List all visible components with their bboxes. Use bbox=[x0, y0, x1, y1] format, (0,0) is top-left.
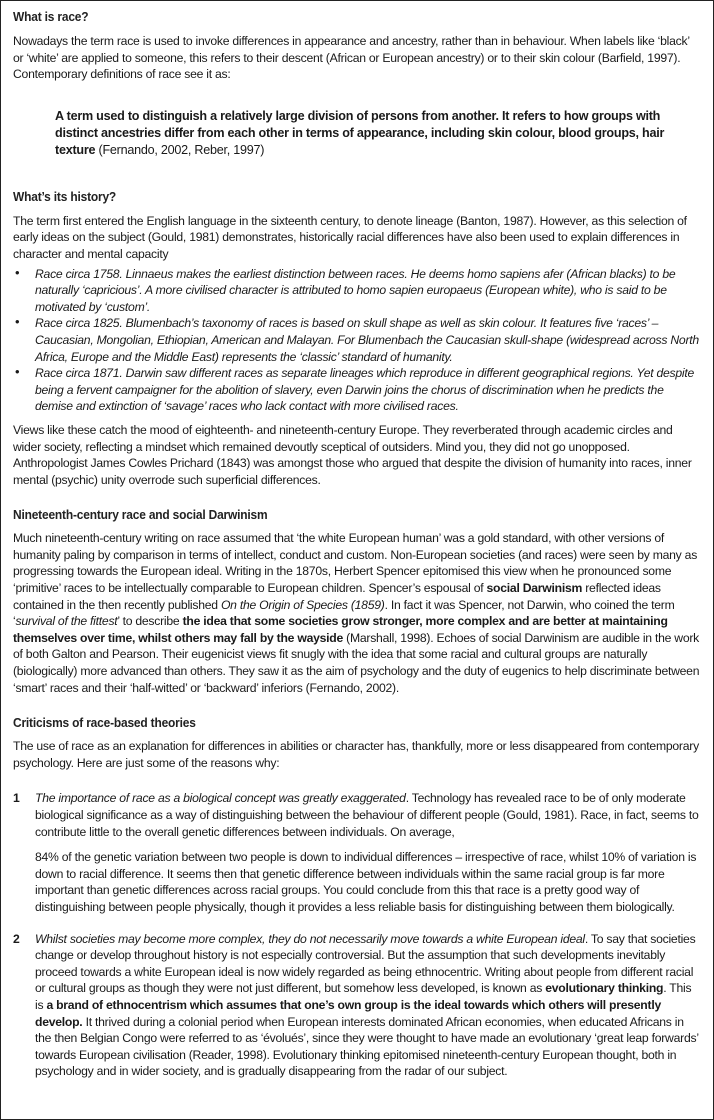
text-run: . In fact it was Spencer, not Darwin, who coined the term ‘ bbox=[13, 597, 675, 629]
reason-number: 1 bbox=[13, 791, 20, 806]
text-run: . Technology has revealed race to be of only moderate biological significance as a way of distinguishing between the behaviour of different people (Gould, 1981). Race, in fact, seems to contribute little to the overall genetic differences between individuals. On average, bbox=[35, 791, 699, 839]
quote-citation: (Fernando, 2002, Reber, 1997) bbox=[95, 142, 265, 157]
text-run: reflected ideas contained in the then recently published bbox=[13, 581, 661, 612]
bullet-text: Race circa 1758. Linnaeus makes the earliest distinction between races. He deems homo sapiens afer (African blacks) to be naturally ‘capricious’. A more civilised character is attributed to homo sapien europaeus (European white), who is said to be motivated by ‘custom’. bbox=[35, 266, 676, 314]
text-run: . To say that societies change or develop throughout history is not especially controversial. But the assumption that such developments inevitably proceed towards a white European ideal is now widely regarded as being ethnocentric. Writing about people from different racial or cultural groups as though they were not just different, but somehow less developed, is known as bbox=[35, 931, 696, 996]
list-item bbox=[13, 266, 701, 316]
heading-history: What’s its history? bbox=[13, 188, 117, 204]
bullet-icon: • bbox=[15, 364, 20, 380]
bold-definition: a brand of ethnocentrism which assumes that one’s own group is the ideal towards which others will presently develop. bbox=[35, 997, 661, 1029]
bullet-icon: • bbox=[15, 264, 20, 280]
heading-what-is-race: What is race? bbox=[13, 9, 89, 24]
heading-social-darwinism: Nineteenth-century race and social Darwinism bbox=[13, 507, 268, 523]
text-run: ’ to describe bbox=[117, 614, 183, 629]
text-run: . This is bbox=[35, 981, 692, 1012]
book-title: On the Origin of Species (1859) bbox=[220, 597, 385, 612]
paragraph-history-intro: The term first entered the English language in the sixteenth century, to denote lineage (Banton, 1987). However, as this selection of early ideas on the subject (Gould, 1981) demonstrates, historically racial differences have also been used to explain differences in character and mental capacity bbox=[13, 213, 687, 261]
reasons-list bbox=[13, 790, 701, 1080]
paragraph-views: Views like these catch the mood of eighteenth- and nineteenth-century Europe. They reverberated through academic circles and wider society, reflecting a mindset which remained devoutly sceptical of outsiders. Mind you, they did not go unopposed. Anthropologist James Cowles Prichard (1843) was amongst those who argued that despite the division of humanity into races, inner mental (psychic) unity overrode such superficial differences. bbox=[13, 422, 692, 487]
history-bullet-list bbox=[13, 266, 701, 415]
reason-text bbox=[35, 790, 701, 840]
quote-bold-text: A term used to distinguish a relatively large division of persons from another. It refers to how groups with distinct ancestries differ from each other in terms of appearance, including skin colour, blood groups, hair texture bbox=[55, 108, 665, 157]
bullet-text: Race circa 1825. Blumenbach’s taxonomy of races is based on skull shape as well as skin colour. It features five ‘races’ – Caucasian, Mongolian, Ethiopian, American and Malayan. For Blumenbach the Caucasian skull-shape (widespread across North Africa, Europe and the Middle East) represents the ‘classic’ standard of humanity. bbox=[35, 316, 699, 364]
text-run: Much nineteenth-century writing on race assumed that ‘the white European human’ was a gold standard, with other versions of humanity paling by comparison in terms of intellect, conduct and custom. Non-European societies (and races) were seen by many as progressing towards the European ideal. Writing in the 1870s, Herbert Spencer epitomised this view when he pronounced some ‘primitive’ races to be intellectually comparable to European children. Spencer’s espousal of bbox=[13, 531, 698, 596]
paragraph-criticisms-intro: The use of race as an explanation for differences in abilities or character has, thankfully, more or less disappeared from contemporary psychology. Here are just some of the reasons why: bbox=[13, 739, 699, 770]
reason-title: The importance of race as a biological concept was greatly exaggerated bbox=[35, 791, 406, 806]
definition-quote bbox=[55, 108, 701, 159]
italic-term: survival of the fittest bbox=[15, 614, 118, 629]
reason-title: Whilst societies may become more complex, they do not necessarily move towards a white European ideal bbox=[35, 931, 585, 946]
bold-term-evolutionary-thinking: evolutionary thinking bbox=[545, 981, 664, 996]
reason-number: 2 bbox=[13, 931, 20, 946]
bullet-text: Race circa 1871. Darwin saw different races as separate lineages which reproduce in different geographical regions. Yet despite being a fervent campaigner for the abolition of slavery, even Darwin joins the chorus of discrimination when he predicts the demise and extinction of ‘savage’ races who lack contact with more civilised races. bbox=[35, 366, 695, 414]
bullet-icon: • bbox=[15, 314, 20, 330]
reason-item-1 bbox=[13, 790, 701, 915]
paragraph-social-darwinism bbox=[13, 530, 701, 696]
heading-criticisms: Criticisms of race-based theories bbox=[13, 715, 196, 731]
bold-term-social-darwinism: social Darwinism bbox=[486, 581, 583, 596]
reason-item-2 bbox=[13, 931, 701, 1080]
list-item bbox=[13, 365, 701, 415]
reason-text bbox=[35, 931, 701, 1080]
list-item bbox=[13, 315, 701, 365]
reason-continuation: 84% of the genetic variation between two people is down to individual differences – irrespective of race, whilst 10% of variation is down to racial difference. It seems then that genetic difference between individuals within the same racial group is far more important than genetic differences across racial groups. You could conclude from this that race is a pretty good way of distinguishing between people physically, though it provides a less reliable basis for distinguishing between them biologically. bbox=[35, 850, 697, 914]
text-run: (Marshall, 1998). Echoes of social Darwinism are audible in the work of both Galton and Pearson. Their eugenicist views fit snugly with the idea that some racial and cultural groups are naturally (biologically) more advanced than others. They saw it as the aim of psychology and the duty of eugenics to help discriminate between ‘smart’ races and their ‘half-witted’ or ‘backward’ inferiors (Fernando, 2002). bbox=[13, 630, 700, 695]
paragraph-race-definition-intro: Nowadays the term race is used to invoke differences in appearance and ancestry, rather than in behaviour. When labels like ‘black’ or ‘white’ are applied to someone, this refers to their descent (African or European ancestry) or to their skin colour (Barfield, 1997). Contemporary definitions of race see it as: bbox=[13, 34, 690, 82]
text-run: It thrived during a colonial period when European interests dominated African economies, when educated Africans in the then Belgian Congo were referred to as ‘évolués’, since they were thought to have made an evolutionary ‘great leap forwards’ towards European civilisation (Reader, 1998). Evolutionary thinking epitomised nineteenth-century European thought, both in psychology and in wider society, and is gradually disappearing from the radar of our subject. bbox=[35, 1014, 699, 1079]
bold-definition: the idea that some societies grow stronger, more complex and are better at maintaining themselves over time, whilst others may fall by the wayside bbox=[13, 614, 668, 645]
